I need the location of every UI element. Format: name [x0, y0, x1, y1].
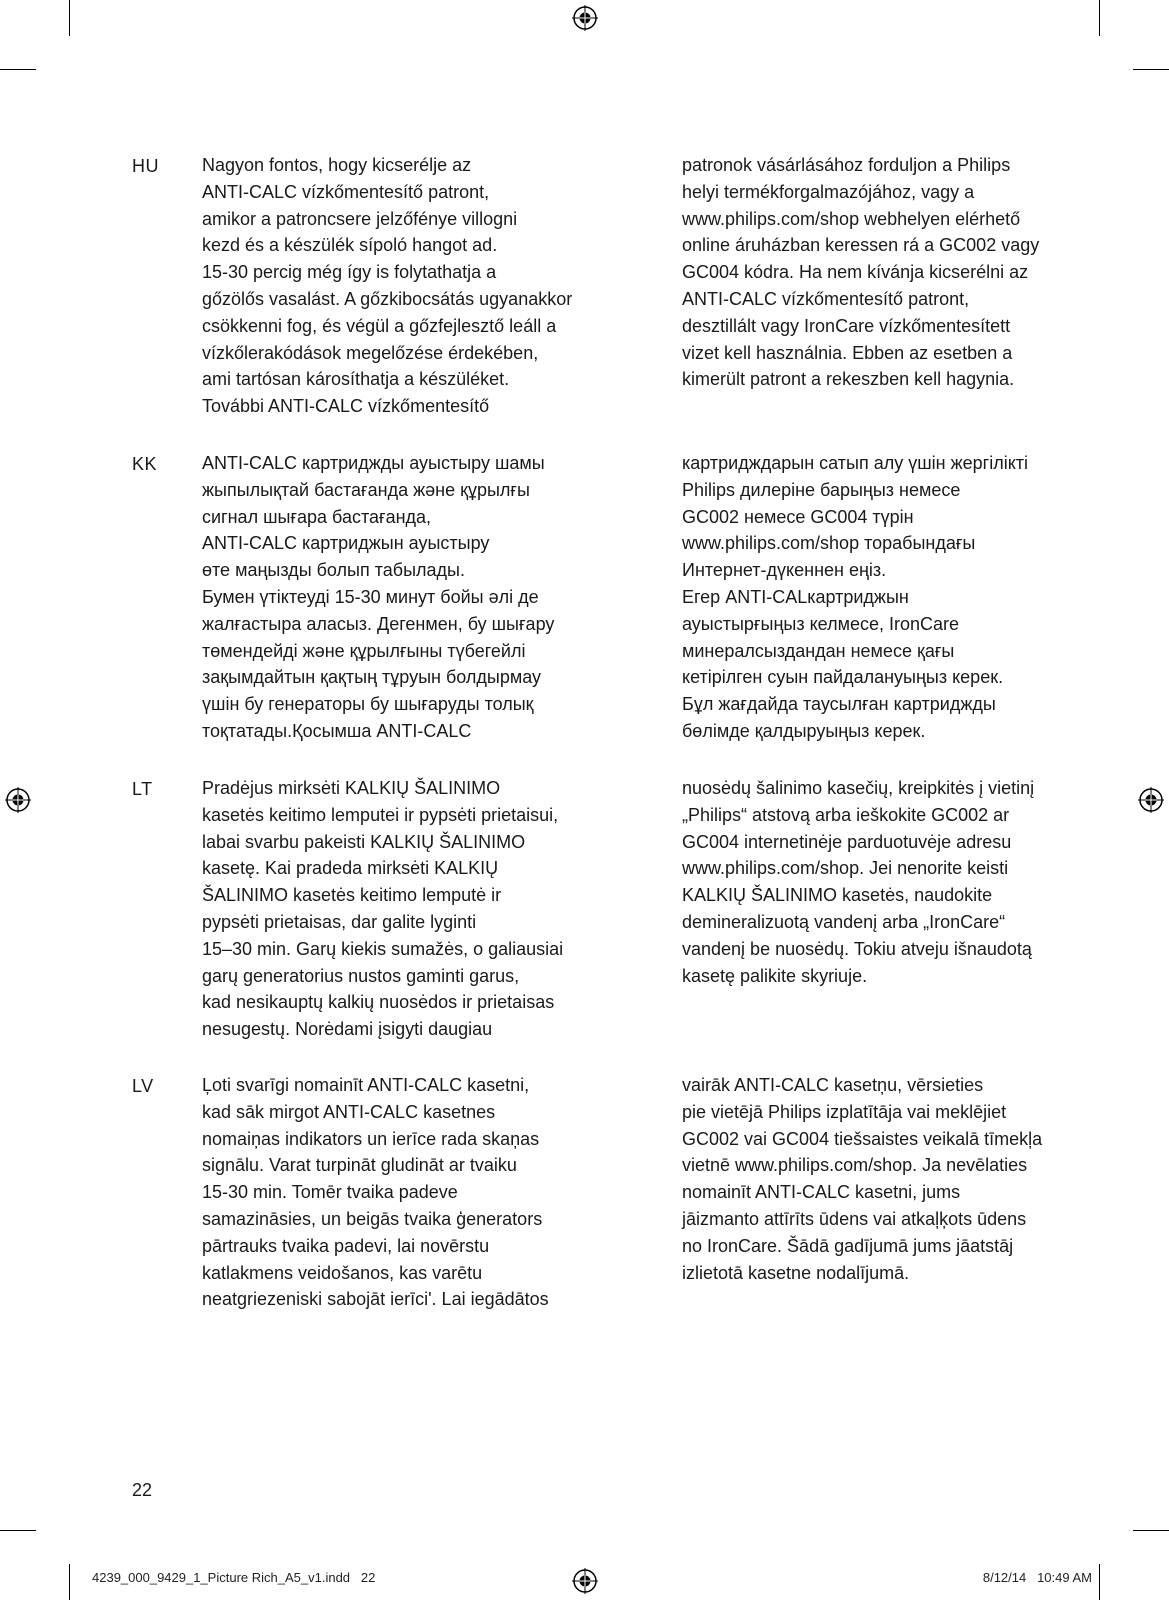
- text-line: jāizmanto attīrīts ūdens vai atkaļķots ūdens: [682, 1208, 1027, 1229]
- registration-crosshair-icon: [572, 1568, 598, 1594]
- text-line: ANTI-CALC картриджын ауыстыру: [202, 533, 490, 554]
- hu-text-left: [202, 152, 592, 420]
- text-line: neatgriezeniski sabojāt ierīci'. Lai iegādātos: [202, 1289, 549, 1310]
- text-line: izlietotā kasetne nodalījumā.: [682, 1262, 910, 1283]
- slug-date: 8/12/14 10:49 AM: [982, 1570, 1092, 1585]
- language-code-kk: KK: [132, 454, 158, 474]
- crop-mark: [69, 0, 70, 36]
- text-line: үшін бу генераторы бу шығаруды толық: [202, 694, 534, 715]
- text-line: vandenį be nuosėdų. Tokiu atveju išnaudotą: [682, 938, 1032, 959]
- text-line: картридждарын сатып алу үшін жергілікті: [682, 453, 1029, 473]
- text-line: тоқтатады.Қосымша ANTI-CALC: [202, 720, 472, 741]
- text-line: vietnē www.philips.com/shop. Ja nevēlaties: [682, 1155, 1028, 1176]
- crop-mark: [1099, 1564, 1100, 1600]
- slug-filename: 4239_000_9429_1_Picture Rich_A5_v1.indd 22: [92, 1570, 376, 1585]
- text-line: жыпылықтай бастағанда және құрылғы: [202, 479, 530, 500]
- text-line: amikor a patroncsere jelzőfénye villogni: [202, 208, 518, 229]
- text-line: GC002 vai GC004 tiešsaistes veikalā tīmekļa: [682, 1128, 1043, 1149]
- lv-text-left: [202, 1072, 592, 1313]
- lv-text-right: [682, 1072, 1102, 1286]
- text-line: kad nesikauptų kalkių nuosėdos ir prietaisas: [202, 992, 555, 1013]
- text-line: төмендейді және құрылғыны түбегейлі: [202, 640, 526, 661]
- crop-mark: [69, 1564, 70, 1600]
- language-code-hu: HU: [132, 156, 159, 176]
- text-line: gőzölős vasalást. A gőzkibocsátás ugyanakkor: [202, 288, 573, 309]
- text-line: kad sāk mirgot ANTI-CALC kasetnes: [202, 1101, 496, 1122]
- text-line: Бұл жағдайда таусылған картриджды: [682, 694, 996, 715]
- text-line: kasetę. Kai pradeda mirksėti KALKIŲ: [202, 858, 499, 879]
- text-line: nesugestų. Norėdami įsigyti daugiau: [202, 1019, 493, 1040]
- text-line: katlakmens veidošanos, kas varētu: [202, 1262, 483, 1283]
- crop-mark: [1099, 0, 1100, 36]
- text-line: kasetės keitimo lemputei ir pypsėti prietaisui,: [202, 804, 559, 825]
- text-line: ANTI-CALC vízkőmentesítő patront,: [682, 288, 970, 309]
- text-line: GC002 немесе GC004 түрін: [682, 506, 914, 527]
- text-line: Интернет-дүкеннен еңіз.: [682, 560, 887, 581]
- text-line: Егер ANTI-CALкартриджын: [682, 586, 909, 607]
- text-line: kasetę palikite skyriuje.: [682, 965, 868, 986]
- registration-crosshair-icon: [1138, 787, 1164, 813]
- lt-text-right: [682, 775, 1102, 989]
- text-line: GC004 kódra. Ha nem kívánja kicserélni az: [682, 262, 1029, 283]
- text-line: зақымдайтын қақтың тұруын болдырмау: [202, 667, 542, 688]
- language-code-lt: LT: [132, 779, 153, 799]
- text-line: Pradėjus mirksėti KALKIŲ ŠALINIMO: [202, 778, 501, 798]
- text-line: vizet kell használnia. Ebben az esetben a: [682, 342, 1013, 363]
- text-line: demineralizuotą vandenį arba „IronCare“: [682, 911, 1006, 932]
- text-line: өте маңызды болып табылады.: [202, 560, 465, 581]
- text-line: garų generatorius nustos gaminti garus,: [202, 965, 520, 986]
- registration-crosshair-icon: [5, 787, 31, 813]
- text-line: Бумен үтіктеуді 15-30 минут бойы әлі де: [202, 586, 539, 607]
- text-line: 15–30 min. Garų kiekis sumažės, o galiausiai: [202, 938, 564, 959]
- text-line: 15-30 min. Tomēr tvaika padeve: [202, 1182, 458, 1203]
- text-line: Nagyon fontos, hogy kicserélje az: [202, 155, 472, 175]
- crop-mark: [0, 69, 36, 70]
- text-line: ŠALINIMO kasetės keitimo lemputė ir: [202, 885, 502, 906]
- text-line: ANTI-CALC vízkőmentesítő patront,: [202, 181, 490, 202]
- text-line: pypsėti prietaisas, dar galite lyginti: [202, 911, 477, 932]
- text-line: www.philips.com/shop webhelyen elérhető: [682, 208, 1021, 229]
- page-number: 22: [132, 1480, 153, 1500]
- registration-crosshair-icon: [572, 5, 598, 31]
- text-line: nuosėdų šalinimo kasečių, kreipkitės į vietinį: [682, 778, 1035, 798]
- text-line: GC004 internetinėje parduotuvėje adresu: [682, 831, 1012, 852]
- text-line: ami tartósan károsíthatja a készüléket.: [202, 369, 510, 390]
- text-line: signālu. Varat turpināt gludināt ar tvaiku: [202, 1155, 517, 1176]
- text-line: ANTI-CALC картриджды ауыстыру шамы: [202, 453, 545, 473]
- text-line: desztillált vagy IronCare vízkőmentesített: [682, 315, 1011, 336]
- language-code-lv: LV: [132, 1076, 154, 1096]
- text-line: nomainīt ANTI-CALC kasetni, jums: [682, 1182, 961, 1203]
- text-line: „Philips“ atstovą arba ieškokite GC002 ar: [682, 804, 1010, 825]
- text-line: pie vietējā Philips izplatītāja vai meklējiet: [682, 1101, 1007, 1122]
- text-line: kimerült patront a rekeszben kell hagynia.: [682, 369, 1015, 390]
- text-line: További ANTI-CALC vízkőmentesítő: [202, 396, 490, 417]
- text-line: pārtrauks tvaika padevi, lai novērstu: [202, 1235, 490, 1256]
- text-line: nomaiņas indikators un ierīce rada skaņas: [202, 1128, 540, 1149]
- text-line: 15-30 percig még így is folytathatja a: [202, 262, 497, 283]
- text-line: samazināsies, un beigās tvaika ģenerators: [202, 1208, 543, 1229]
- crop-mark: [1133, 1530, 1169, 1531]
- kk-text-left: [202, 450, 592, 745]
- text-line: patronok vásárlásához forduljon a Philips: [682, 155, 1011, 175]
- kk-text-right: [682, 450, 1102, 745]
- text-line: жалғастыра аласыз. Дегенмен, бу шығару: [202, 613, 555, 634]
- text-line: кетірілген суын пайдалануыңыз керек.: [682, 667, 1004, 688]
- text-line: no IronCare. Šādā gadījumā jums jāatstāj: [682, 1235, 1014, 1256]
- lt-text-left: [202, 775, 592, 1043]
- text-line: csökkenni fog, és végül a gőzfejlesztő leáll a: [202, 315, 557, 336]
- text-line: Philips дилеріне барыңыз немесе: [682, 479, 961, 500]
- text-line: ауыстырғыңыз келмесе, IronCare: [682, 613, 959, 634]
- text-line: labai svarbu pakeisti KALKIŲ ŠALINIMO: [202, 831, 526, 852]
- crop-mark: [1133, 69, 1169, 70]
- text-line: kezd és a készülék sípoló hangot ad.: [202, 235, 498, 256]
- text-line: online áruházban keressen rá a GC002 vagy: [682, 235, 1040, 256]
- text-line: KALKIŲ ŠALINIMO kasetės, naudokite: [682, 885, 993, 906]
- text-line: vairāk ANTI-CALC kasetņu, vērsieties: [682, 1075, 984, 1095]
- text-line: www.philips.com/shop. Jei nenorite keisti: [682, 858, 1009, 879]
- text-line: Ļoti svarīgi nomainīt ANTI-CALC kasetni,: [202, 1075, 530, 1095]
- text-line: сигнал шығара бастағанда,: [202, 506, 432, 527]
- hu-text-right: [682, 152, 1102, 393]
- text-line: helyi termékforgalmazójához, vagy a: [682, 181, 975, 202]
- text-line: vízkőlerakódások megelőzése érdekében,: [202, 342, 539, 363]
- text-line: бөлімде қалдыруыңыз керек.: [682, 720, 926, 741]
- text-line: www.philips.com/shop торабындағы: [682, 533, 976, 554]
- crop-mark: [0, 1530, 36, 1531]
- text-line: минералсыздандан немесе қағы: [682, 640, 955, 661]
